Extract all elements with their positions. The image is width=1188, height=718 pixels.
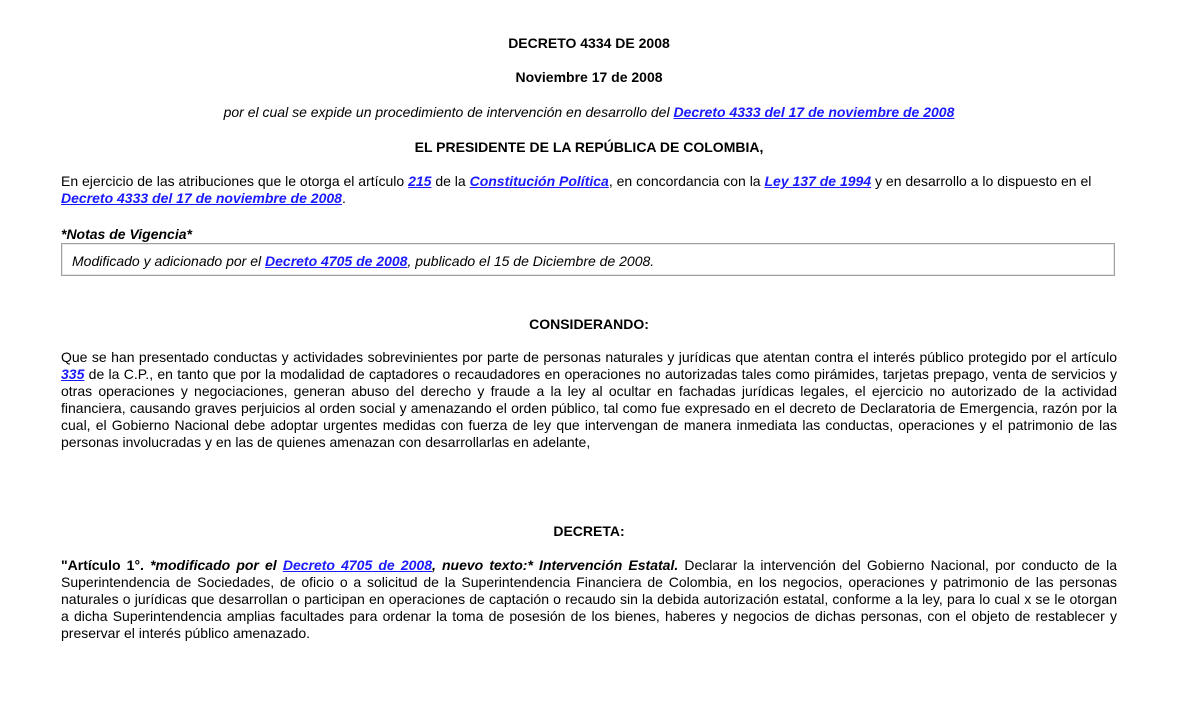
intro-text-4: y en desarrollo a lo dispuesto en el [871,173,1092,189]
subtitle-text: por el cual se expide un procedimiento de intervención en desarrollo del [223,104,674,120]
notes-text-1: Modificado y adicionado por el [72,253,266,269]
decree-title: DECRETO 4334 DE 2008 [508,35,670,51]
intro-text-3: , en concordancia con la [608,173,765,189]
ley-137-link[interactable]: Ley 137 de 1994 [764,173,872,189]
decreta-heading: DECRETA: [553,523,625,539]
notes-text-2: , publicado el 15 de Diciembre de 2008. [407,253,655,269]
article-335-link[interactable]: 335 [61,366,85,382]
intro-text-5: . [341,190,346,206]
notes-text [72,253,654,269]
article-1-mod-text-2: , nuevo texto:* Intervención Estatal. [431,557,679,573]
intro-text-1: En ejercicio de las atribuciones que le otorga el artículo [61,173,409,189]
article-1-mod-text: *modificado por el [150,557,283,573]
decreto-4333-link[interactable]: Decreto 4333 del 17 de noviembre de 2008 [673,104,955,120]
notes-box [61,243,1115,276]
intro-text-2: de la [431,173,470,189]
constitucion-link[interactable]: Constitución Política [469,173,609,189]
decreto-4705-article-link[interactable]: Decreto 4705 de 2008 [282,557,432,573]
article-1-label: "Artículo 1°. [61,557,151,573]
decreto-4333-intro-link[interactable]: Decreto 4333 del 17 de noviembre de 2008 [61,190,342,206]
considerando-text-1: Que se han presentado conductas y actividades sobrevinientes por parte de personas naturales y jurídicas que atentan contra el interés público protegido por el artículo [61,349,1117,365]
considerando-text-2: de la C.P., en tanto que por la modalidad de captadores o recaudadores en operaciones no autorizadas tales como pirámides, tarjetas prepago, venta de servicios y otras operaciones y negociaciones, generan abuso del derecho y fraude a la ley al ocultar en fachadas jurídicas legales, el ejercicio no autorizado de la actividad financiera, causando graves perjuicios al orden social y amenazando el orden público, tal como fue expresado en el decreto de Declaratoria de Emergencia, razón por la cual, el Gobierno Nacional debe adoptar urgentes medidas con fuerza de ley que intervengan de manera inmediata las conductas, operaciones y el patrimonio de las personas involucradas y en las de quienes amenazan con desarrollarlas en adelante, [61,366,1117,450]
article-1-body: Declarar la intervención del Gobierno Nacional, por conducto de la Superintendencia de Sociedades, de oficio o a solicitud de la Superintendencia Financiera de Colombia, en los negocios, operaciones y patrimonio de las personas naturales o jurídicas que desarrollan o participan en operaciones de captación o recaudo sin la debida autorización estatal, conforme a la ley, para lo cual x se le otorgan a dicha Superintendencia amplias facultades para ordenar la toma de posesión de los bienes, haberes y negocios de dichas personas, con el objeto de restablecer y preservar el interés público amenazado. [61,557,1117,641]
considerando-paragraph [61,349,1117,451]
intro-paragraph [61,173,1117,207]
considerando-heading: CONSIDERANDO: [529,316,649,332]
article-215-link[interactable]: 215 [408,173,432,189]
decree-subtitle [61,104,1117,120]
president-heading: EL PRESIDENTE DE LA REPÚBLICA DE COLOMBIA, [414,139,764,155]
decree-date: Noviembre 17 de 2008 [515,69,663,85]
decreto-4705-notes-link[interactable]: Decreto 4705 de 2008 [265,253,408,269]
article-1-paragraph [61,557,1117,642]
notes-label: *Notas de Vigencia* [61,226,192,242]
